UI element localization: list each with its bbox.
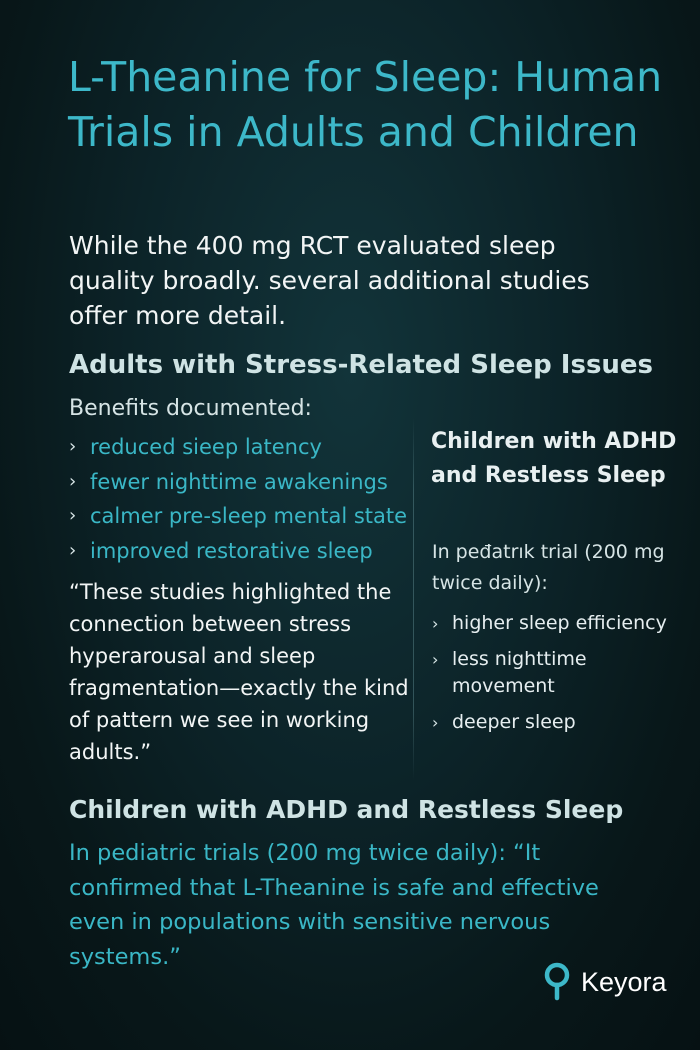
adults-benefits-list <box>69 430 419 568</box>
list-item <box>432 709 672 736</box>
list-item <box>69 534 419 569</box>
sidebar-intro: In peđatrık trial (200 mg twice daily): <box>432 541 665 594</box>
chevron-right-icon: › <box>432 713 439 732</box>
list-item-text: fewer nighttime awakenings <box>90 469 388 494</box>
children-section-heading: Children with ADHD and Restless Sleep <box>69 795 624 824</box>
list-item-text: deeper sleep <box>452 711 576 733</box>
brand-name: Keyora <box>581 966 667 997</box>
column-divider <box>413 418 414 780</box>
sidebar-heading: Children with ADHD and Restless Sleep <box>431 429 677 488</box>
children-paragraph: In pediatric trials (200 mg twice daily): “It confirmed that L-Theanine is safe and effective even in populations with sensitive nervous systems.” <box>69 840 599 970</box>
intro-paragraph: While the 400 mg RCT evaluated sleep quality broadly. several additional studies offer more detail. <box>69 231 590 330</box>
list-item <box>432 646 672 700</box>
list-item-text: improved restorative sleep <box>90 538 373 563</box>
list-item-text: reduced sieep latency <box>90 435 322 459</box>
adults-quote: “These studies highlighted the connection between stress hyperarousal and sleep fragmentation—exactly the kind of pattern we see in working adults.” <box>69 580 409 764</box>
chevron-right-icon: › <box>69 436 77 457</box>
keyora-logo-icon <box>541 962 573 1002</box>
chevron-right-icon: › <box>432 650 439 669</box>
list-item-text: less nighttime movement <box>452 648 587 697</box>
list-item-text: calmer pre-sleep mental state <box>90 504 408 528</box>
list-item <box>432 610 672 637</box>
list-item-text: higher sleep efficiency <box>452 612 667 634</box>
sidebar-benefits-list <box>432 610 672 745</box>
brand-logo <box>541 962 667 1002</box>
adults-section-heading: Adults with Stress-Related Sleep Issues <box>69 350 654 380</box>
list-item <box>69 430 419 465</box>
list-item <box>69 465 419 500</box>
chevron-right-icon: › <box>69 505 77 526</box>
benefits-label: Benefits documented: <box>69 396 312 421</box>
chevron-right-icon: › <box>69 539 77 561</box>
page-title: L-Theanine for Sleep: Human Trials in Adults and Children <box>68 53 663 156</box>
list-item <box>69 499 419 534</box>
chevron-right-icon: › <box>432 614 439 633</box>
chevron-right-icon: › <box>69 470 77 492</box>
